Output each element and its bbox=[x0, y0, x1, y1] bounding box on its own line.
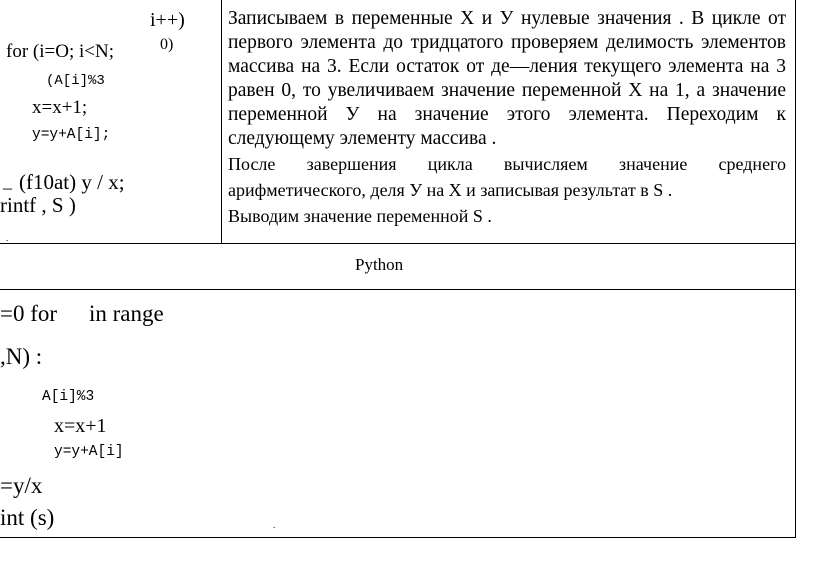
row-divider-2 bbox=[0, 289, 795, 290]
section-header-python: Python bbox=[355, 255, 404, 274]
py-condition: A[i]%3 bbox=[42, 389, 95, 405]
c-loop-tail-2: 0) bbox=[160, 36, 174, 53]
c-cast-prefix: _ bbox=[3, 171, 12, 191]
c-cast-line: (f10at) y / x; bbox=[19, 170, 125, 194]
py-inc-x: x=x+1 bbox=[54, 415, 107, 437]
py-assign: =y/x bbox=[0, 473, 43, 498]
description-paragraph-3: Выводим значение переменной S . bbox=[228, 206, 492, 226]
py-line-2: ,N) : bbox=[0, 344, 43, 369]
description-paragraph-2-line-2: арифметического, деля У на Х и записывая результат в S . bbox=[228, 180, 673, 200]
description-paragraph-2-line-1: После завершения цикла вычисляем значение среднего bbox=[228, 154, 786, 174]
c-loop-head: for (i=O; i<N; bbox=[6, 41, 114, 62]
py-dot: . bbox=[273, 520, 276, 530]
column-divider bbox=[221, 0, 222, 243]
c-inc-x: x=x+1; bbox=[32, 97, 88, 118]
c-loop-tail-1: i++) bbox=[150, 9, 185, 31]
description-paragraph-1: Записываем в переменные Х и У нулевые значения . В цикле от первого элемента до тридцатого проверяем делимость элементов массива на 3. Если остаток от де—ления текущего элемента на 3 равен 0, то увеличиваем значение переменной Х на 1, а значение переменной У на значение этого элемента. Переходим к следующему элементу массива . bbox=[228, 8, 786, 149]
py-line-1a: =0 for bbox=[0, 301, 58, 326]
c-print-line: rintf , S ) bbox=[0, 193, 76, 217]
c-dot: . bbox=[6, 233, 9, 243]
py-line-1b: in range bbox=[89, 301, 164, 326]
py-print-line: int (s) bbox=[0, 505, 55, 530]
c-condition: (A[i]%3 bbox=[46, 73, 105, 89]
description-cell bbox=[228, 7, 786, 229]
c-add-y: y=y+A[i]; bbox=[32, 127, 111, 143]
py-add-y: y=y+A[i] bbox=[54, 444, 124, 460]
row-divider-1 bbox=[0, 243, 795, 244]
